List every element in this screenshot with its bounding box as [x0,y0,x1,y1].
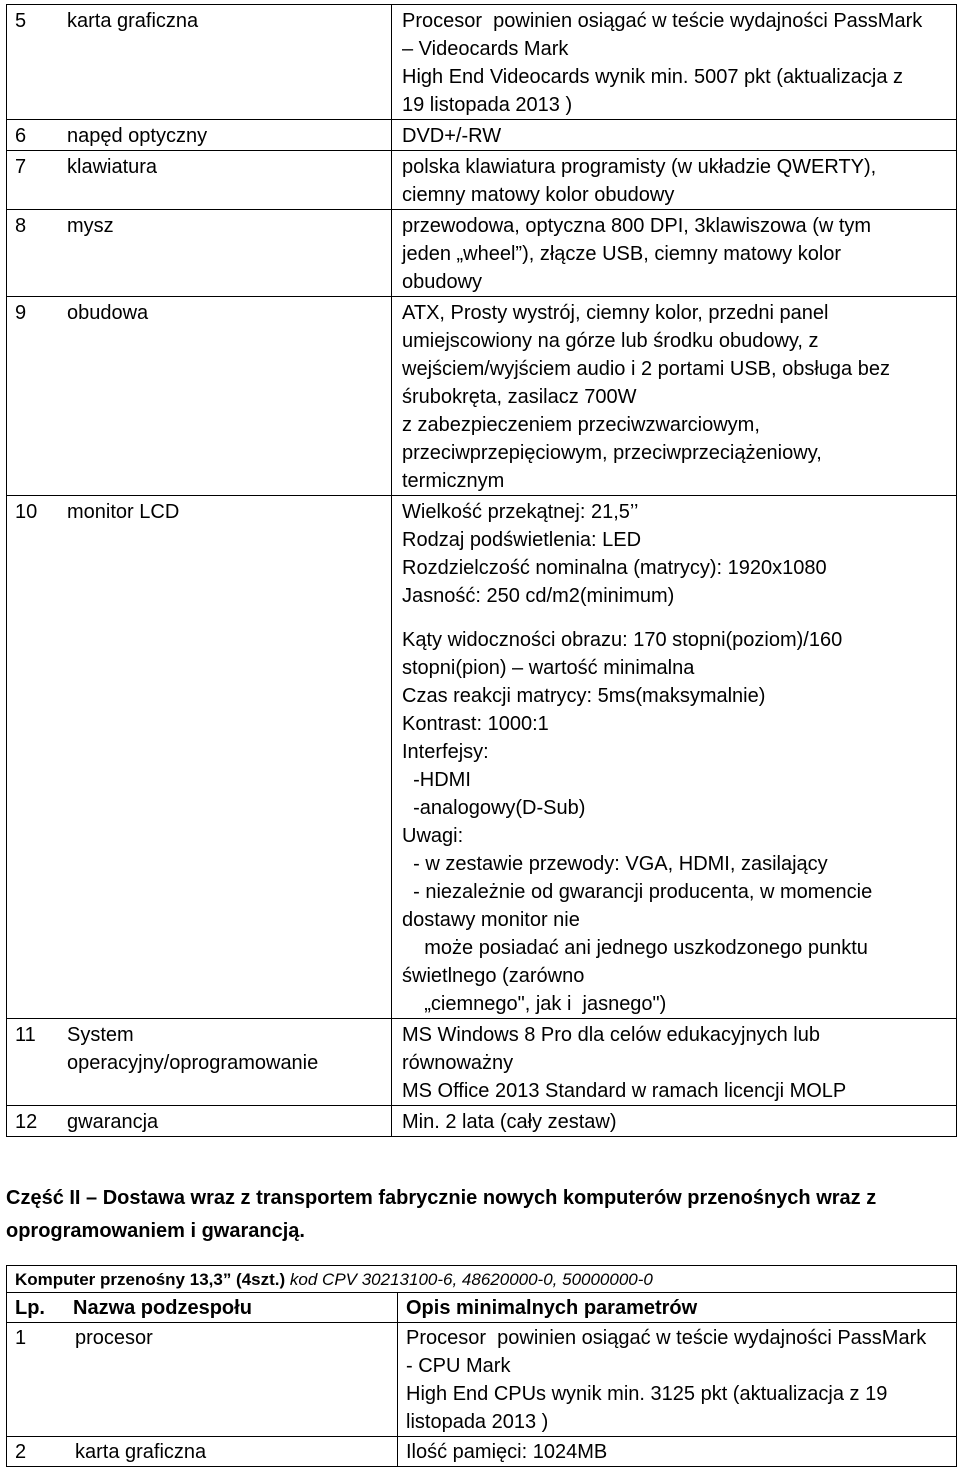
spec-table-part2 [6,1265,957,1467]
parameter-line: jeden „wheel”), złącze USB, ciemny matowy kolor [402,243,842,265]
table-row [7,297,957,496]
component-name-line: klawiatura [67,156,158,178]
parameter-line: równoważny [402,1052,514,1074]
parameter-line: Procesor powinien osiągać w teście wydajności PassMark [402,10,923,32]
parameter-line: dostawy monitor nie [402,909,580,931]
row-number: 12 [15,1111,38,1133]
component-name-line: obudowa [67,302,149,324]
table-row [7,210,957,297]
row-number: 2 [15,1441,27,1463]
component-name-wrap [15,498,391,526]
component-name-line: operacyjny/oprogramowanie [67,1052,319,1074]
row-number: 8 [15,215,27,237]
table-caption-row [7,1266,957,1293]
parameter-line: z zabezpieczeniem przeciwzwarciowym, [402,414,760,436]
section-heading-line1: Część II – Dostawa wraz z transportem fabrycznie nowych komputerów przenośnych wraz z [6,1187,877,1209]
parameters-cell [392,496,957,1019]
component-name [67,1108,158,1136]
row-number: 6 [15,125,27,147]
table-row [7,1437,957,1467]
parameters-cell [392,151,957,210]
component-name-line: gwarancja [67,1111,159,1133]
component-cell [7,297,392,496]
parameter-line: DVD+/-RW [402,125,502,147]
component-cell [7,1106,392,1137]
parameter-line: Uwagi: [402,825,464,847]
row-number: 1 [15,1327,27,1349]
parameter-line: ATX, Prosty wystrój, ciemny kolor, przedni panel [402,302,829,324]
parameters-cell [392,297,957,496]
parameter-line: ciemny matowy kolor obudowy [402,184,675,206]
parameter-line: przewodowa, optyczna 800 DPI, 3klawiszowa (w tym [402,215,872,237]
component-name: karta graficzna [75,1441,207,1463]
component-name [67,153,157,181]
parameters-cell [392,5,957,120]
component-name-line: monitor LCD [67,501,180,523]
component-cell [7,1323,398,1437]
header-params-cell [398,1293,957,1323]
parameter-line: Wielkość przekątnej: 21,5’’ [402,501,639,523]
component-cell [7,1019,392,1106]
parameters-cell [392,120,957,151]
component-name-line: mysz [67,215,114,237]
parameters-cell [392,1106,957,1137]
row-number: 10 [15,501,38,523]
parameter-line: listopada 2013 ) [406,1411,549,1433]
table-header-row [7,1293,957,1323]
header-params: Opis minimalnych parametrów [406,1297,698,1319]
parameter-line: Interfejsy: [402,741,489,763]
parameter-line [402,610,948,626]
row-number: 9 [15,302,27,324]
table-row [7,5,957,120]
parameter-line: śrubokręta, zasilacz 700W [402,386,637,408]
parameters-cell [398,1323,957,1437]
parameter-line: przeciwprzepięciowym, przeciwprzeciążeniowy, [402,442,822,464]
component-name [67,299,148,327]
component-name-line: napęd optyczny [67,125,208,147]
header-name: Nazwa podzespołu [73,1297,252,1319]
component-name-line: System [67,1024,134,1046]
component-name: procesor [75,1327,153,1349]
table-row [7,151,957,210]
parameter-line: „ciemnego", jak i jasnego") [402,993,667,1015]
header-name-cell [7,1293,398,1323]
parameter-line: stopni(pion) – wartość minimalna [402,657,695,679]
component-name-wrap [15,1108,391,1136]
section-heading-line2: oprogramowaniem i gwarancją. [6,1220,305,1242]
spec-table-part1 [6,4,957,1137]
parameter-line: - CPU Mark [406,1355,511,1377]
row-number: 5 [15,10,27,32]
parameter-line: Procesor powinien osiągać w teście wydajności PassMark [406,1327,927,1349]
parameter-line: 19 listopada 2013 ) [402,94,573,116]
parameter-line: Rozdzielczość nominalna (matrycy): 1920x1080 [402,557,827,579]
parameter-line: Kąty widoczności obrazu: 170 stopni(poziom)/160 [402,629,843,651]
component-name [67,498,179,526]
parameters-cell [398,1437,957,1467]
component-cell [7,151,392,210]
row-number: 11 [15,1024,36,1046]
parameter-line: – Videocards Mark [402,38,569,60]
component-name [67,7,198,35]
parameter-line: termicznym [402,470,505,492]
component-name-wrap [15,299,391,327]
component-name [67,1021,318,1077]
section-heading [6,1182,956,1248]
parameter-line: Min. 2 lata (cały zestaw) [402,1111,617,1133]
parameters-cell [392,210,957,297]
caption-product: Komputer przenośny 13,3” (4szt.) [15,1270,286,1289]
component-cell [7,1437,398,1467]
component-cell [7,210,392,297]
parameter-line: obudowy [402,271,483,293]
table-row [7,120,957,151]
table-row [7,1106,957,1137]
component-name-wrap [15,122,391,150]
parameter-line: -HDMI [402,769,471,791]
component-name-wrap [15,153,391,181]
caption-cpv: kod CPV 30213100-6, 48620000-0, 50000000-0 [289,1270,653,1289]
component-cell [7,496,392,1019]
component-name-line: karta graficzna [67,10,199,32]
parameter-line: High End Videocards wynik min. 5007 pkt (aktualizacja z [402,66,903,88]
component-cell [7,5,392,120]
component-name-wrap [15,7,391,35]
component-name-wrap [15,212,391,240]
parameter-line: może posiadać ani jednego uszkodzonego punktu [402,937,868,959]
table-row [7,1323,957,1437]
parameter-line: Jasność: 250 cd/m2(minimum) [402,585,675,607]
table-row [7,496,957,1019]
parameter-line: wejściem/wyjściem audio i 2 portami USB, obsługa bez [402,358,890,380]
parameter-line: -analogowy(D-Sub) [402,797,586,819]
component-name [67,122,207,150]
parameter-line: polska klawiatura programisty (w układzie QWERTY), [402,156,877,178]
row-number: 7 [15,156,27,178]
table-caption [7,1266,957,1293]
parameter-line: MS Windows 8 Pro dla celów edukacyjnych lub [402,1024,820,1046]
parameter-line: Kontrast: 1000:1 [402,713,549,735]
parameter-line: Czas reakcji matrycy: 5ms(maksymalnie) [402,685,766,707]
component-name [67,212,114,240]
parameters-cell [392,1019,957,1106]
parameter-line: MS Office 2013 Standard w ramach licencji MOLP [402,1080,847,1102]
component-cell [7,120,392,151]
table-row [7,1019,957,1106]
parameter-line: Ilość pamięci: 1024MB [406,1441,608,1463]
parameter-line: świetlnego (zarówno [402,965,585,987]
header-lp: Lp. [15,1297,45,1319]
parameter-line: Rodzaj podświetlenia: LED [402,529,642,551]
parameter-line: High End CPUs wynik min. 3125 pkt (aktualizacja z 19 [406,1383,888,1405]
parameter-line: umiejscowiony na górze lub środku obudowy, z [402,330,819,352]
parameter-line: - w zestawie przewody: VGA, HDMI, zasilający [402,853,828,875]
component-name-wrap [15,1021,391,1077]
parameter-line: - niezależnie od gwarancji producenta, w momencie [402,881,873,903]
